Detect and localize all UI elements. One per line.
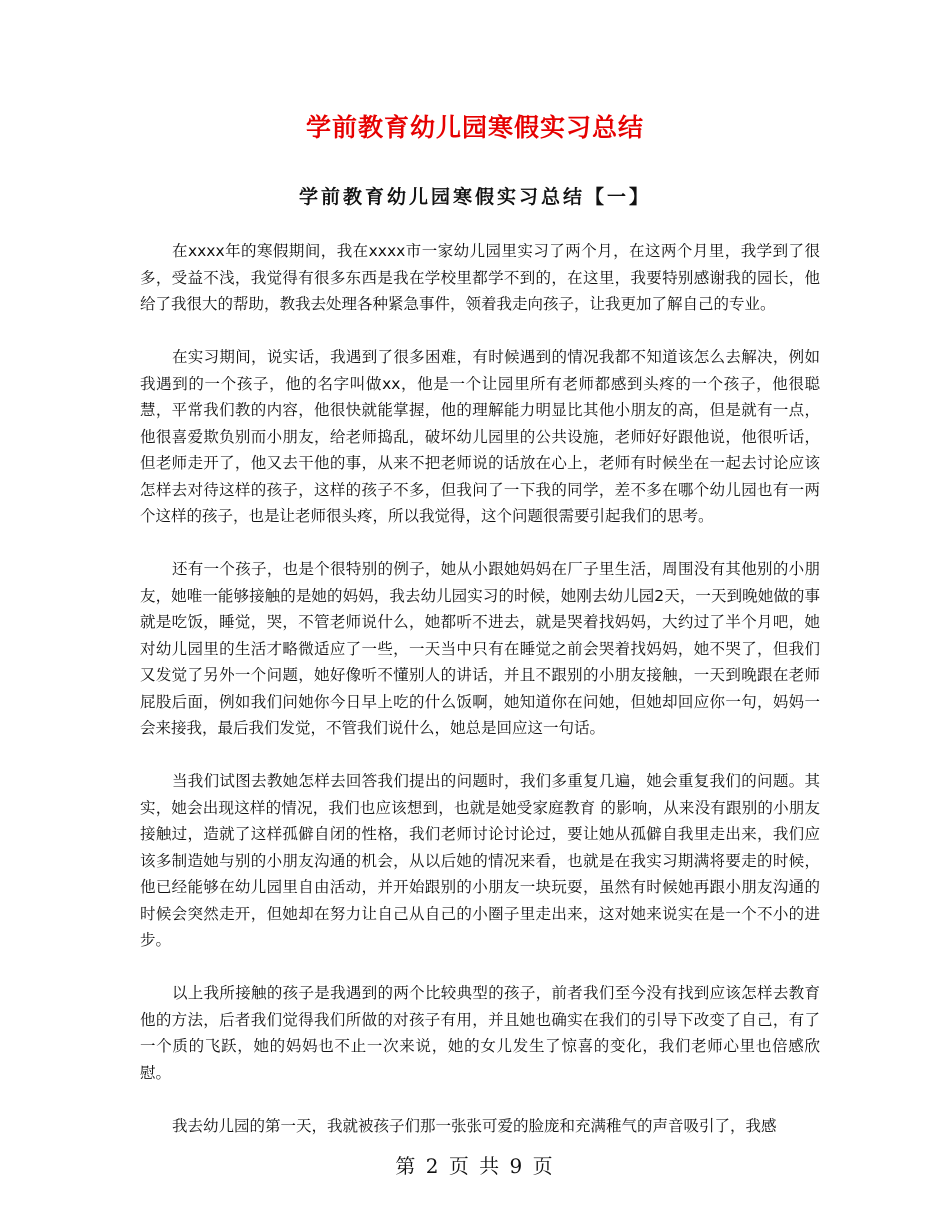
page-number-footer: 第 2 页 共 9 页 bbox=[395, 1154, 555, 1178]
section-subtitle: 学前教育幼儿园寒假实习总结【一】 bbox=[298, 186, 651, 208]
paragraph: 在实习期间，说实话，我遇到了很多困难，有时候遇到的情况我都不知道该怎么去解决，例如我遇到的一个孩子，他的名字叫做xx，他是一个让园里所有老师都感到头疼的一个孩子，他很聪慧，平常我们教的内容，他很快就能掌握，他的理解能力明显比其他小朋友的高，但是就有一点，他很喜爱欺负别而小朋友，给老师捣乱，破坏幼儿园里的公共设施，老师好好跟他说，他很听话，但老师走开了，他又去干他的事，从来不把老师说的话放在心上，老师有时候坐在一起去讨论应该怎样去对待这样的孩子，这样的孩子不多，但我问了一下我的同学，差不多在哪个幼儿园也有一两个这样的孩子，也是让老师很头疼，所以我觉得，这个问题很需要引起我们的思考。 bbox=[140, 348, 820, 525]
paragraph: 以上我所接触的孩子是我遇到的两个比较典型的孩子，前者我们至今没有找到应该怎样去教育 他的方法，后者我们觉得我们所做的对孩子有用，并且她也确实在我们的引导下改变了自己，有了一个质的飞跃，她的妈妈也不止一次来说，她的女儿发生了惊喜的变化，我们老师心里也倍感欣慰。 bbox=[140, 984, 820, 1082]
document-title: 学前教育幼儿园寒假实习总结 bbox=[305, 113, 644, 142]
paragraph: 我去幼儿园的第一天，我就被孩子们那一张张可爱的脸庞和充满稚气的声音吸引了，我感 bbox=[172, 1116, 777, 1135]
paragraph: 当我们试图去教她怎样去回答我们提出的问题时，我们多重复几遍，她会重复我们的问题。其实，她会出现这样的情况，我们也应该想到，也就是她受家庭教育 的影响，从来没有跟别的小朋友接触过，造就了这样孤僻自闭的性格，我们老师讨论讨论过，要让她从孤僻自我里走出来，我们应该多制造她与别的小朋友沟通的机会，从以后她的情况来看，也就是在我实习期满将要走的时候，他已经能够在幼儿园里自由活动，并开始跟别的小朋友一块玩耍，虽然有时候她再跟小朋友沟通的时候会突然走开，但她却在努力让自己从自己的小圈子里走出来，这对她来说实在是一个不小的进步。 bbox=[140, 772, 820, 949]
paragraph: 在xxxx年的寒假期间，我在xxxx市一家幼儿园里实习了两个月，在这两个月里，我学到了很多，受益不浅，我觉得有很多东西是我在学校里都学不到的，在这里，我要特别感谢我的园长，他给了我很大的帮助，教我去处理各种紧急事件，领着我走向孩子，让我更加了解自己的专业。 bbox=[140, 242, 820, 313]
paragraph: 还有一个孩子，也是个很特别的例子，她从小跟她妈妈在厂子里生活，周围没有其他别的小朋友，她唯一能够接触的是她的妈妈，我去幼儿园实习的时候，她刚去幼儿园2天，一天到晚她做的事就是吃饭，睡觉，哭，不管老师说什么，她都听不进去，就是哭着找妈妈，大约过了半个月吧，她对幼儿园里的生活才略微适应了一些，一天当中只有在睡觉之前会哭着找妈妈，她不哭了，但我们又发觉了另外一个问题，她好像听不懂别人的讲话，并且不跟别的小朋友接触，一天到晚跟在老师屁股后面，例如我们问她你今日早上吃的什么饭啊，她知道你在问她，但她却回应你一句，妈妈一会来接我，最后我们发觉，不管我们说什么，她总是回应这一句话。 bbox=[140, 560, 820, 737]
document-body bbox=[140, 238, 820, 1166]
